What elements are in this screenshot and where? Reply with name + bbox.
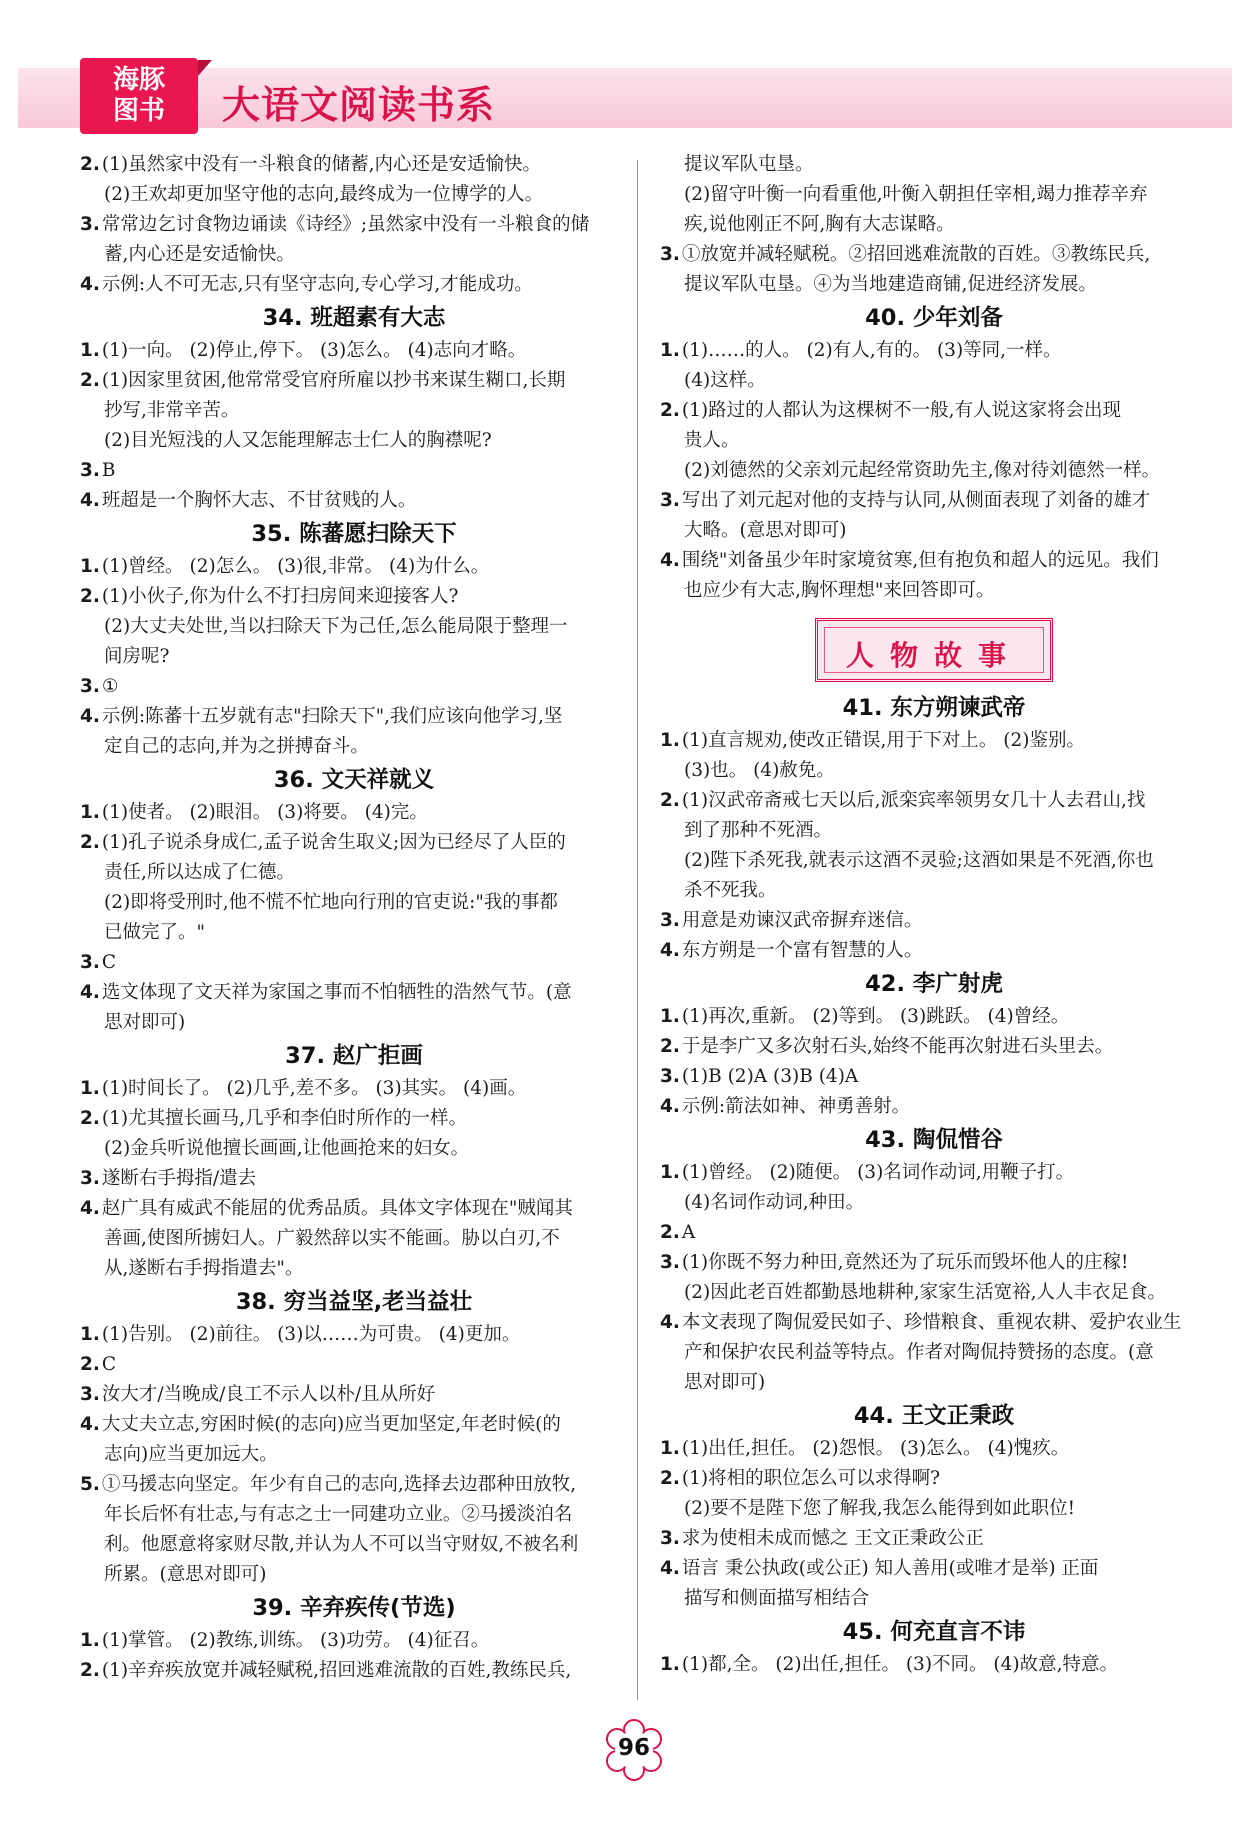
right-answer-column xyxy=(660,150,1208,1680)
answer-line xyxy=(660,1248,1208,1278)
answer-text: 用意是劝谏汉武帝摒弃迷信。 xyxy=(681,910,923,931)
answer-text: 常常边乞讨食物边诵读《诗经》;虽然家中没有一斗粮食的储 xyxy=(101,214,590,235)
answer-line xyxy=(660,726,1208,756)
answer-text: (1)孔子说杀身成仁,孟子说舍生取义;因为已经尽了人臣的 xyxy=(101,832,566,853)
answer-text: 思对即可) xyxy=(104,1012,186,1033)
answer-text: (2)大丈夫处世,当以扫除天下为己任,怎么能局限于整理一 xyxy=(104,616,568,637)
answer-text: (1)因家里贫困,他常常受官府所雇以抄书来谋生糊口,长期 xyxy=(101,370,566,391)
answer-continuation xyxy=(660,456,1208,486)
answer-text: (2)目光短浅的人又怎能理解志士仁人的胸襟呢? xyxy=(104,430,492,451)
answer-line xyxy=(80,1470,628,1500)
answer-continuation xyxy=(660,210,1208,240)
question-number: 1. xyxy=(80,802,100,823)
answer-line xyxy=(660,1464,1208,1494)
answer-text: (1)都,全。 (2)出任,担任。 (3)不同。 (4)故意,特意。 xyxy=(681,1654,1119,1675)
question-number: 4. xyxy=(80,274,100,295)
answer-continuation xyxy=(660,1338,1208,1368)
answer-text: 抄写,非常辛苦。 xyxy=(104,400,240,421)
answer-text: 贵人。 xyxy=(684,430,740,451)
section-banner-label: 人物故事 xyxy=(845,639,1022,672)
answer-text: 提议军队屯垦。 xyxy=(684,154,814,175)
column-divider xyxy=(637,160,638,1700)
section-heading: 41. 东方朔谏武帝 xyxy=(842,695,1026,721)
answer-text: (1)使者。 (2)眼泪。 (3)将要。 (4)完。 xyxy=(101,802,428,823)
question-number: 1. xyxy=(660,1654,680,1675)
section-heading: 44. 王文正秉政 xyxy=(853,1403,1015,1429)
answer-line xyxy=(660,1308,1208,1338)
answer-text: 所累。(意思对即可) xyxy=(104,1564,267,1585)
question-number: 4. xyxy=(80,1198,100,1219)
question-number: 2. xyxy=(660,1468,680,1489)
answer-line xyxy=(80,1194,628,1224)
answer-text: 示例:箭法如神、神勇善射。 xyxy=(681,1096,911,1117)
answer-text: (1)一向。 (2)停止,停下。 (3)怎么。 (4)志向才略。 xyxy=(101,340,527,361)
question-number: 1. xyxy=(660,1006,680,1027)
answer-continuation xyxy=(660,846,1208,876)
answer-text: A xyxy=(681,1222,696,1243)
answer-line xyxy=(80,1164,628,1194)
answer-line xyxy=(80,948,628,978)
answer-text: (2)要不是陛下您了解我,我怎么能得到如此职位! xyxy=(684,1498,1076,1519)
answer-text: (1)出任,担任。 (2)怨恨。 (3)怎么。 (4)愧疚。 xyxy=(681,1438,1070,1459)
answer-continuation xyxy=(660,876,1208,906)
answer-text: B xyxy=(101,460,116,481)
answer-text: (1)曾经。 (2)怎么。 (3)很,非常。 (4)为什么。 xyxy=(101,556,490,577)
answer-text: 思对即可) xyxy=(684,1372,766,1393)
question-number: 2. xyxy=(660,790,680,811)
answer-continuation xyxy=(660,516,1208,546)
answer-text: 班超是一个胸怀大志、不甘贫贱的人。 xyxy=(101,490,417,511)
answer-continuation xyxy=(80,1440,628,1470)
answer-text: 写出了刘元起对他的支持与认同,从侧面表现了刘备的雄才 xyxy=(681,490,1151,511)
answer-text: 杀不死我。 xyxy=(684,880,777,901)
answer-text: 定自己的志向,并为之拼搏奋斗。 xyxy=(104,736,369,757)
answer-line xyxy=(80,1656,628,1686)
answer-line xyxy=(80,672,628,702)
answer-continuation xyxy=(660,270,1208,300)
answer-line xyxy=(80,1410,628,1440)
section-banner xyxy=(815,618,1053,682)
answer-text: (1)时间长了。 (2)几乎,差不多。 (3)其实。 (4)画。 xyxy=(101,1078,527,1099)
answer-line xyxy=(80,456,628,486)
answer-text: (4)名词作动词,种田。 xyxy=(684,1192,865,1213)
question-number: 3. xyxy=(660,910,680,931)
section-heading: 37. 赵广拒画 xyxy=(285,1043,423,1069)
question-number: 2. xyxy=(80,370,100,391)
question-number: 1. xyxy=(660,340,680,361)
answer-continuation xyxy=(660,1278,1208,1308)
question-number: 3. xyxy=(660,244,680,265)
answer-line xyxy=(80,150,628,180)
answer-line xyxy=(80,978,628,1008)
question-number: 4. xyxy=(660,1312,680,1333)
question-number: 3. xyxy=(80,1384,100,1405)
answer-line xyxy=(80,486,628,516)
answer-line xyxy=(660,1650,1208,1680)
question-number: 2. xyxy=(80,1354,100,1375)
question-number: 4. xyxy=(660,1096,680,1117)
answer-text: 蓄,内心还是安适愉快。 xyxy=(104,244,295,265)
question-number: 1. xyxy=(660,1162,680,1183)
question-number: 2. xyxy=(80,1108,100,1129)
answer-text: (1)掌管。 (2)教练,训练。 (3)功劳。 (4)征召。 xyxy=(101,1630,490,1651)
answer-continuation xyxy=(80,1134,628,1164)
answer-continuation xyxy=(660,1584,1208,1614)
page-number-badge xyxy=(601,1717,667,1783)
answer-line xyxy=(660,936,1208,966)
answer-continuation xyxy=(80,1560,628,1590)
answer-text: 赵广具有威武不能屈的优秀品质。具体文字体现在"贼闻其 xyxy=(101,1198,573,1219)
answer-continuation xyxy=(80,426,628,456)
answer-line xyxy=(80,828,628,858)
answer-text: 大略。(意思对即可) xyxy=(684,520,847,541)
question-number: 4. xyxy=(80,982,100,1003)
answer-continuation xyxy=(660,1368,1208,1398)
question-number: 4. xyxy=(660,940,680,961)
publisher-logo xyxy=(80,58,198,134)
question-number: 3. xyxy=(80,676,100,697)
answer-continuation xyxy=(80,918,628,948)
answer-continuation xyxy=(660,1494,1208,1524)
answer-text: (1)告别。 (2)前往。 (3)以……为可贵。 (4)更加。 xyxy=(101,1324,521,1345)
series-header-band xyxy=(18,68,1232,128)
answer-text: (2)金兵听说他擅长画画,让他画抢来的妇女。 xyxy=(104,1138,470,1159)
answer-text: 东方朔是一个富有智慧的人。 xyxy=(681,940,923,961)
answer-text: 示例:陈蕃十五岁就有志"扫除天下",我们应该向他学习,坚 xyxy=(101,706,563,727)
answer-text: (1)汉武帝斋戒七天以后,派栾宾率领男女几十人去君山,找 xyxy=(681,790,1146,811)
answer-text: (1)尤其擅长画马,几乎和李伯时所作的一样。 xyxy=(101,1108,467,1129)
answer-continuation xyxy=(80,642,628,672)
answer-continuation xyxy=(80,240,628,270)
answer-continuation xyxy=(80,1254,628,1284)
answer-line xyxy=(80,798,628,828)
answer-text: (1)路过的人都认为这棵树不一般,有人说这家将会出现 xyxy=(681,400,1121,421)
section-heading: 43. 陶侃惜谷 xyxy=(865,1127,1003,1153)
answer-text: 本文表现了陶侃爱民如子、珍惜粮食、重视农耕、爱护农业生 xyxy=(681,1312,1182,1333)
question-number: 1. xyxy=(80,556,100,577)
answer-text: 疾,说他刚正不阿,胸有大志谋略。 xyxy=(684,214,955,235)
section-heading: 45. 何充直言不讳 xyxy=(842,1619,1026,1645)
logo-line-1: 海豚 xyxy=(112,65,165,95)
question-number: 4. xyxy=(660,1558,680,1579)
answer-continuation xyxy=(660,426,1208,456)
answer-line xyxy=(660,906,1208,936)
answer-line xyxy=(660,396,1208,426)
answer-text: 选文体现了文天祥为家国之事而不怕牺牲的浩然气节。(意 xyxy=(101,982,572,1003)
series-title: 大语文阅读书系 xyxy=(222,83,496,127)
answer-text: 求为使相未成而憾之 王文正秉政公正 xyxy=(681,1528,984,1549)
question-number: 4. xyxy=(660,550,680,571)
answer-continuation xyxy=(80,858,628,888)
question-number: 3. xyxy=(660,490,680,511)
answer-continuation xyxy=(660,150,1208,180)
answer-text: C xyxy=(101,952,117,973)
answer-text: (2)刘德然的父亲刘元起经常资助先主,像对待刘德然一样。 xyxy=(684,460,1161,481)
question-number: 2. xyxy=(80,586,100,607)
answer-text: 遂断右手拇指/遣去 xyxy=(101,1168,257,1189)
question-number: 2. xyxy=(80,154,100,175)
answer-text: (1)B (2)A (3)B (4)A xyxy=(681,1066,859,1087)
answer-continuation xyxy=(80,888,628,918)
answer-text: 到了那种不死酒。 xyxy=(684,820,833,841)
answer-text: 大丈夫立志,穷困时候(的志向)应当更加坚定,年老时候(的 xyxy=(101,1414,561,1435)
answer-text: ①马援志向坚定。年少有自己的志向,选择去边郡种田放牧, xyxy=(101,1474,577,1495)
question-number: 2. xyxy=(660,400,680,421)
answer-text: (1)将相的职位怎么可以求得啊? xyxy=(681,1468,941,1489)
answer-text: 已做完了。" xyxy=(104,922,206,943)
question-number: 4. xyxy=(80,490,100,511)
answer-line xyxy=(660,1002,1208,1032)
answer-text: (1)直言规劝,使改正错误,用于下对上。 (2)鉴别。 xyxy=(681,730,1085,751)
answer-line xyxy=(80,1350,628,1380)
answer-text: (3)也。 (4)赦免。 xyxy=(684,760,835,781)
answer-line xyxy=(660,1524,1208,1554)
question-number: 2. xyxy=(660,1036,680,1057)
answer-text: (2)王欢却更加坚守他的志向,最终成为一位博学的人。 xyxy=(104,184,544,205)
answer-line xyxy=(660,336,1208,366)
question-number: 2. xyxy=(80,1660,100,1681)
answer-text: 产和保护农民利益等特点。作者对陶侃持赞扬的态度。(意 xyxy=(684,1342,1154,1363)
logo-line-2: 图书 xyxy=(112,96,165,126)
section-heading: 36. 文天祥就义 xyxy=(273,767,435,793)
answer-text: (1)曾经。 (2)随便。 (3)名词作动词,用鞭子打。 xyxy=(681,1162,1075,1183)
question-number: 3. xyxy=(660,1252,680,1273)
answer-text: (4)这样。 xyxy=(684,370,766,391)
answer-text: C xyxy=(101,1354,117,1375)
answer-line xyxy=(660,786,1208,816)
answer-text: (2)留守叶衡一向看重他,叶衡入朝担任宰相,竭力推荐辛弃 xyxy=(684,184,1148,205)
section-heading: 35. 陈蕃愿扫除天下 xyxy=(251,521,457,547)
question-number: 4. xyxy=(80,1414,100,1435)
answer-line xyxy=(80,582,628,612)
section-heading: 34. 班超素有大志 xyxy=(262,305,446,331)
answer-continuation xyxy=(80,1224,628,1254)
answer-line xyxy=(80,702,628,732)
answer-continuation xyxy=(80,1008,628,1038)
answer-line xyxy=(660,1032,1208,1062)
answer-line xyxy=(660,1218,1208,1248)
answer-continuation xyxy=(660,816,1208,846)
question-number: 3. xyxy=(80,952,100,973)
answer-line xyxy=(660,486,1208,516)
answer-text: (1)虽然家中没有一斗粮食的储蓄,内心还是安适愉快。 xyxy=(101,154,541,175)
answer-text: (2)因此老百姓都勤恳地耕种,家家生活宽裕,人人丰衣足食。 xyxy=(684,1282,1166,1303)
answer-line xyxy=(80,552,628,582)
answer-text: 志向)应当更加远大。 xyxy=(104,1444,278,1465)
answer-text: 责任,所以达成了仁德。 xyxy=(104,862,295,883)
question-number: 1. xyxy=(80,340,100,361)
answer-text: (1)……的人。 (2)有人,有的。 (3)等同,一样。 xyxy=(681,340,1062,361)
answer-text: (1)辛弃疾放宽并减轻赋税,招回逃难流散的百姓,教练民兵, xyxy=(101,1660,572,1681)
answer-text: 汝大才/当晚成/良工不示人以朴/且从所好 xyxy=(101,1384,436,1405)
answer-text: 描写和侧面描写相结合 xyxy=(684,1588,870,1609)
answer-text: (1)再次,重新。 (2)等到。 (3)跳跃。 (4)曾经。 xyxy=(681,1006,1070,1027)
question-number: 1. xyxy=(80,1078,100,1099)
answer-text: 围绕"刘备虽少年时家境贫寒,但有抱负和超人的远见。我们 xyxy=(681,550,1159,571)
answer-line xyxy=(80,210,628,240)
answer-text: (1)小伙子,你为什么不打扫房间来迎接客人? xyxy=(101,586,459,607)
answer-line xyxy=(660,546,1208,576)
answer-text: 提议军队屯垦。④为当地建造商铺,促进经济发展。 xyxy=(684,274,1097,295)
question-number: 2. xyxy=(660,1222,680,1243)
left-answer-column xyxy=(80,150,628,1686)
question-number: 3. xyxy=(80,460,100,481)
answer-text: 于是李广又多次射石头,始终不能再次射进石头里去。 xyxy=(681,1036,1114,1057)
answer-text: ①放宽并减轻赋税。②招回逃难流散的百姓。③教练民兵, xyxy=(681,244,1151,265)
question-number: 4. xyxy=(80,706,100,727)
answer-text: (2)陛下杀死我,就表示这酒不灵验;这酒如果是不死酒,你也 xyxy=(684,850,1154,871)
answer-continuation xyxy=(660,756,1208,786)
answer-text: 间房呢? xyxy=(104,646,170,667)
question-number: 1. xyxy=(660,730,680,751)
answer-continuation xyxy=(80,180,628,210)
question-number: 2. xyxy=(80,832,100,853)
answer-line xyxy=(660,1158,1208,1188)
answer-continuation xyxy=(660,366,1208,396)
question-number: 3. xyxy=(660,1528,680,1549)
answer-text: (2)即将受刑时,他不慌不忙地向行刑的官吏说:"我的事都 xyxy=(104,892,558,913)
answer-continuation xyxy=(660,180,1208,210)
question-number: 1. xyxy=(80,1324,100,1345)
answer-line xyxy=(80,1320,628,1350)
section-heading: 38. 穷当益坚,老当益壮 xyxy=(235,1289,473,1315)
answer-line xyxy=(660,1554,1208,1584)
answer-text: 从,遂断右手拇指遣去"。 xyxy=(104,1258,304,1279)
answer-continuation xyxy=(80,732,628,762)
answer-text: ① xyxy=(101,676,119,697)
answer-text: 善画,使图所掳妇人。广毅然辞以实不能画。胁以白刃,不 xyxy=(104,1228,560,1249)
answer-continuation xyxy=(660,576,1208,606)
section-heading: 40. 少年刘备 xyxy=(865,305,1003,331)
answer-continuation xyxy=(80,396,628,426)
answer-continuation xyxy=(80,1530,628,1560)
logo-fold-decoration xyxy=(198,60,212,76)
answer-text: 利。他愿意将家财尽散,并认为人不可以当守财奴,不被名利 xyxy=(104,1534,579,1555)
answer-line xyxy=(80,1380,628,1410)
answer-line xyxy=(80,366,628,396)
answer-line xyxy=(80,1104,628,1134)
answer-line xyxy=(80,1074,628,1104)
question-number: 3. xyxy=(660,1066,680,1087)
answer-line xyxy=(660,1434,1208,1464)
answer-line xyxy=(80,1626,628,1656)
answer-line xyxy=(80,336,628,366)
answer-continuation xyxy=(660,1188,1208,1218)
question-number: 1. xyxy=(80,1630,100,1651)
answer-line xyxy=(660,1092,1208,1122)
question-number: 1. xyxy=(660,1438,680,1459)
page-number: 96 xyxy=(617,1735,650,1761)
answer-line xyxy=(660,1062,1208,1092)
section-heading: 39. 辛弃疾传(节选) xyxy=(252,1595,456,1621)
answer-line xyxy=(80,270,628,300)
answer-line xyxy=(660,240,1208,270)
answer-continuation xyxy=(80,1500,628,1530)
section-heading: 42. 李广射虎 xyxy=(865,971,1003,997)
answer-continuation xyxy=(80,612,628,642)
answer-text: 语言 秉公执政(或公正) 知人善用(或唯才是举) 正面 xyxy=(681,1558,1099,1579)
question-number: 3. xyxy=(80,1168,100,1189)
question-number: 3. xyxy=(80,214,100,235)
answer-text: 也应少有大志,胸怀理想"来回答即可。 xyxy=(684,580,995,601)
answer-text: (1)你既不努力种田,竟然还为了玩乐而毁坏他人的庄稼! xyxy=(681,1252,1129,1273)
answer-text: 示例:人不可无志,只有坚守志向,专心学习,才能成功。 xyxy=(101,274,533,295)
answer-text: 年长后怀有壮志,与有志之士一同建功立业。②马援淡泊名 xyxy=(104,1504,573,1525)
question-number: 5. xyxy=(80,1474,100,1495)
